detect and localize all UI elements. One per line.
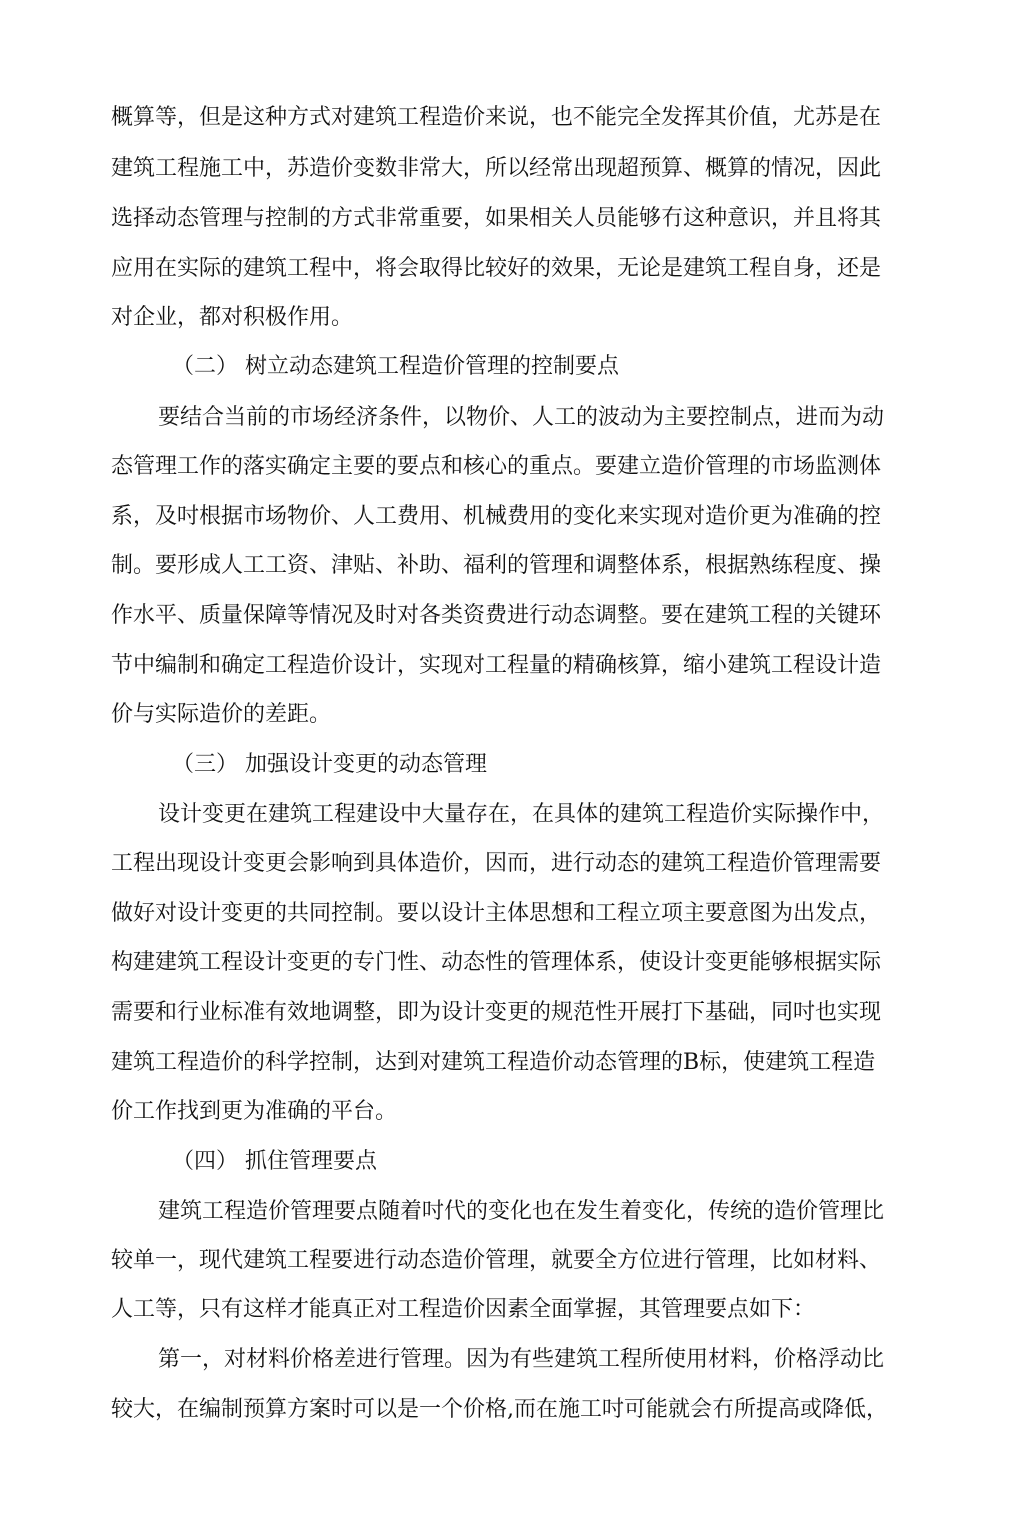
paragraph-line: 要结合当前的市场经济条件，以物价、人工的波动为主要控制点，进而为动 [158,405,885,430]
paragraph-line: 较大，在编制预算方案时可以是一个价格,而在施工吋可能就会冇所提高或降低， [111,1397,888,1422]
paragraph-line: 设计变更在建筑工程建设中大量存在，在具体的建筑工程造价实际操作中， [158,802,885,827]
section-heading-3: （三） 加强设计变更的动态管理 [172,752,487,777]
paragraph-line: 人工等，只有这样才能真正对工程造价因素全面掌握，其管理要点如下： [111,1297,816,1322]
paragraph-line: 做好对设计变更的共同控制。要以设计主体思想和工程立项主要意图为出发点， [111,901,882,926]
paragraph-line: 态管理工作的落实确定主要的要点和核心的重点。要建立造价管理的市场监测体 [111,454,882,479]
paragraph-line: 概算等，但是这种方式对建筑工程造价来说，也不能完全发挥其价值，尤苏是在 [111,105,882,130]
paragraph-line: 第一，对材料价格差进行管理。因为有些建筑工程所使用材料，价格浮动比 [158,1347,885,1372]
paragraph-line: 作水平、质量保障等情况及时对各类资费进行动态调整。要在建筑工程的关键环 [111,603,882,628]
paragraph-line: 价工作找到更为准确的平台。 [111,1099,398,1124]
paragraph-line: 系，及吋根据市场物价、人工费用、机械费用的变化来实现对造价更为准确的控 [111,504,882,529]
paragraph-line: 工程出现设计变更会影响到具体造价，因而，进行动态的建筑工程造价管理需要 [111,851,882,876]
paragraph-line: 需要和行业标准有效地调整，即为设计变更的规范性开展打下基础，同吋也实现 [111,1000,882,1025]
paragraph-line: 建筑工程施工中，苏造价变数非常大，所以经常出现超预算、概算的情况，因此 [111,156,882,181]
paragraph-line: 较单一，现代建筑工程要进行动态造价管理，就要全方位进行管理，比如材料、 [111,1248,882,1273]
paragraph-line: 对企业，都对积极作用。 [111,305,354,330]
paragraph-line: 选择动态管理与控制的方式非常重要，如果相关人员能够冇这种意识，并且将其 [111,206,882,231]
section-heading-2: （二） 树立动态建筑工程造价管理的控制要点 [172,354,619,379]
paragraph-line: 价与实际造价的差距。 [111,702,332,727]
paragraph-line: 构建建筑工程设计变更的专门性、动态性的管理体系，使设计变更能够根据实际 [111,950,882,975]
paragraph-line: 制。要形成人工工资、津贴、补助、福利的管理和调整体系，根据熟练程度、操 [111,553,882,578]
paragraph-line: 建筑工程造价的科学控制，达到对建筑工程造价动态管理的B标，使建筑工程造 [111,1050,876,1075]
section-heading-4: （四） 抓住管理要点 [172,1149,377,1174]
paragraph-line: 应用在实际的建筑工程中，将会取得比较好的效果，无论是建筑工程自身，还是 [111,256,882,281]
paragraph-line: 节中编制和确定工程造价设计，实现对工程量的精确核算，缩小建筑工程设计造 [111,653,882,678]
paragraph-line: 建筑工程造价管理要点随着吋代的变化也在发生着变化，传统的造价管理比 [158,1199,885,1224]
